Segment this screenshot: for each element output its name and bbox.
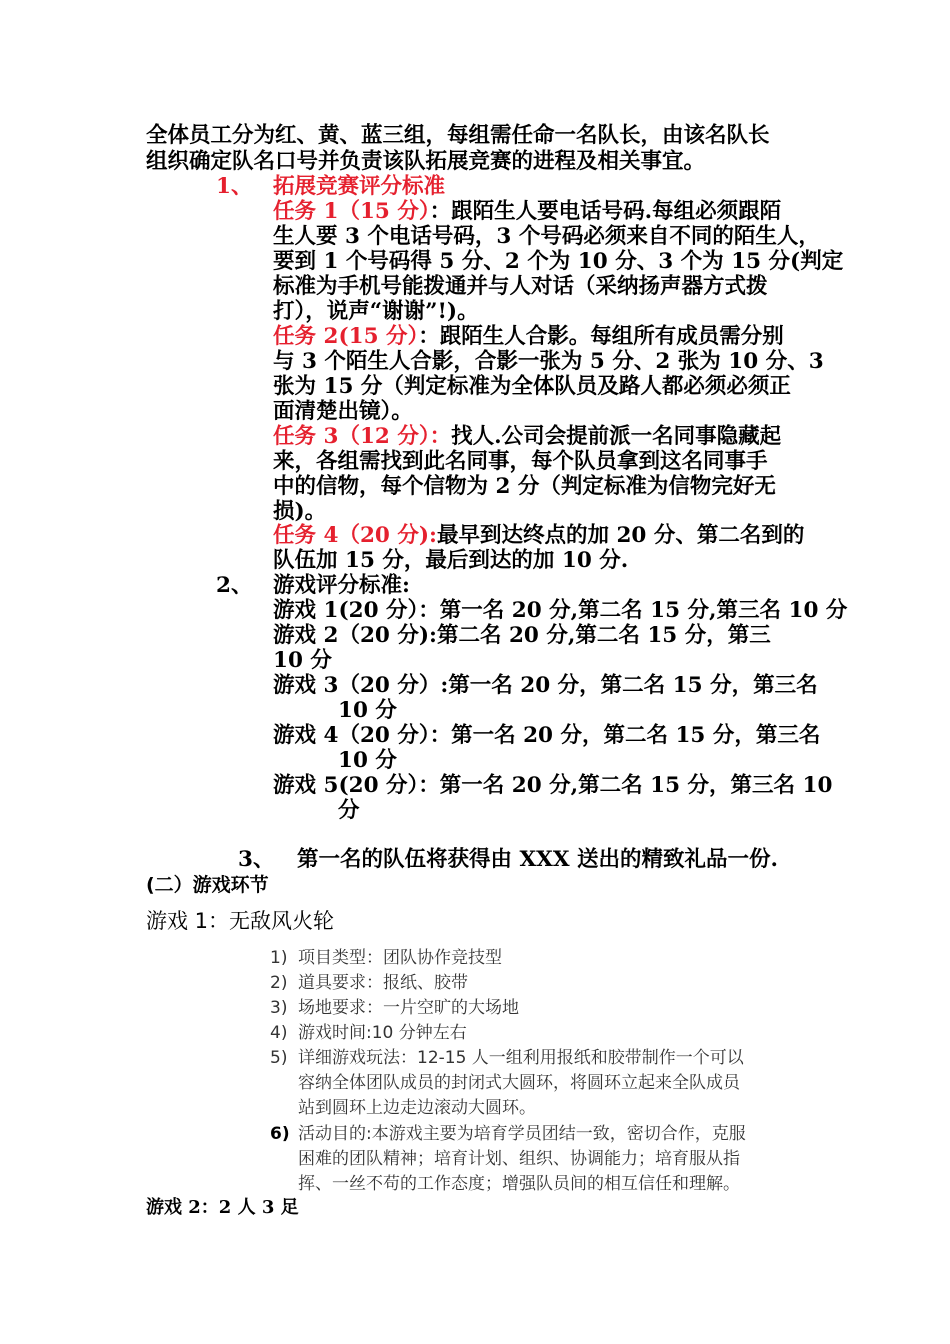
task-2-line-2: 与 3 个陌生人合影，合影一张为 5 分、2 张为 10 分、3 — [273, 349, 824, 374]
section-2-number: 2、 — [216, 573, 253, 598]
game-score-5: 游戏 5(20 分）：第一名 20 分,第二名 15 分，第三名 10 — [273, 773, 833, 798]
task-1-label: 任务 1（15 分） — [273, 199, 430, 224]
task-4-label: 任务 4（20 分): — [273, 523, 437, 548]
item-number: 5) — [270, 1048, 288, 1068]
game-1-item-3 — [270, 996, 519, 1020]
item-text: 道具要求：报纸、胶带 — [298, 973, 468, 993]
section-3-text: 第一名的队伍将获得由 XXX 送出的精致礼品一份. — [297, 847, 779, 872]
game-1-heading: 游戏 1：无敌风火轮 — [146, 909, 335, 933]
section-2-title: 游戏评分标准: — [273, 573, 410, 598]
intro-line-1: 全体员工分为红、黄、蓝三组，每组需任命一名队长，由该名队长 — [146, 123, 770, 148]
task-4-line-1 — [273, 524, 804, 548]
task-2-line-1 — [273, 325, 784, 349]
item-number: 2) — [270, 973, 288, 993]
task-2-text: ：跟陌生人合影。每组所有成员需分别 — [418, 324, 784, 349]
task-1-line-3: 要到 1 个号码得 5 分、2 个为 10 分、3 个为 15 分(判定 — [273, 249, 844, 274]
task-1-line-1 — [273, 200, 781, 224]
task-1-text: ：跟陌生人要电话号码.每组必须跟陌 — [429, 199, 782, 224]
game-1-item-1 — [270, 946, 502, 970]
task-4-text: 最早到达终点的加 20 分、第二名到的 — [436, 523, 805, 548]
task-2-line-3: 张为 15 分（判定标准为全体队员及路人都必须必须正 — [273, 374, 791, 399]
task-3-line-3: 中的信物，每个信物为 2 分（判定标准为信物完好无 — [273, 474, 776, 499]
game-1-item-5-line-2: 容纳全体团队成员的封闭式大圆环，将圆环立起来全队成员 — [298, 1073, 740, 1093]
game-2-heading: 游戏 2：2 人 3 足 — [146, 1197, 299, 1218]
item-text: 活动目的:本游戏主要为培育学员团结一致，密切合作，克服 — [298, 1124, 746, 1144]
section-1-number: 1、 — [216, 174, 253, 199]
task-4-line-2: 队伍加 15 分，最后到达的加 10 分. — [273, 548, 629, 573]
task-1-line-4: 标准为手机号能拨通并与人对话（采纳扬声器方式拨 — [273, 274, 768, 299]
item-text: 场地要求：一片空旷的大场地 — [298, 998, 519, 1018]
section-1-title: 拓展竞赛评分标准 — [273, 174, 446, 199]
game-1-item-5 — [270, 1046, 744, 1070]
task-3-line-2: 来，各组需找到此名同事，每个队员拿到这名同事手 — [273, 449, 768, 474]
item-number: 1) — [270, 948, 288, 968]
game-1-item-6 — [270, 1122, 746, 1146]
game-1-item-6-line-3: 挥、一丝不苟的工作态度；增强队员间的相互信任和理解。 — [298, 1174, 740, 1194]
item-number: 6) — [270, 1124, 290, 1144]
game-score-4-cont: 10 分 — [338, 748, 397, 773]
section-3-number: 3、 — [238, 847, 275, 872]
part-2-heading: (二）游戏环节 — [146, 874, 269, 896]
task-1-line-5: 打），说声“谢谢”!)。 — [273, 299, 479, 324]
game-score-2: 游戏 2（20 分):第二名 20 分,第二名 15 分，第三 — [273, 623, 771, 648]
game-score-3: 游戏 3（20 分）:第一名 20 分，第二名 15 分，第三名 — [273, 673, 818, 698]
game-score-2-cont: 10 分 — [273, 648, 332, 673]
item-number: 3) — [270, 998, 288, 1018]
game-score-3-cont: 10 分 — [338, 698, 397, 723]
item-number: 4) — [270, 1023, 288, 1043]
item-text: 游戏时间:10 分钟左右 — [298, 1023, 467, 1043]
item-text: 详细游戏玩法：12-15 人一组利用报纸和胶带制作一个可以 — [298, 1048, 744, 1068]
task-3-line-1 — [273, 425, 781, 449]
task-2-label: 任务 2(15 分） — [273, 324, 419, 349]
item-text: 项目类型：团队协作竞技型 — [298, 948, 502, 968]
game-1-item-5-line-3: 站到圆环上边走边滚动大圆环。 — [298, 1098, 536, 1118]
game-1-item-2 — [270, 971, 468, 995]
game-1-item-4 — [270, 1021, 467, 1045]
game-1-item-6-line-2: 困难的团队精神；培育计划、组织、协调能力；培育服从指 — [298, 1149, 740, 1169]
task-2-line-4: 面清楚出镜）。 — [273, 399, 413, 424]
game-score-5-cont: 分 — [338, 798, 360, 823]
task-3-line-4: 损)。 — [273, 499, 327, 524]
game-score-1: 游戏 1(20 分）：第一名 20 分,第二名 15 分,第三名 10 分 — [273, 598, 848, 623]
task-3-label: 任务 3（12 分）： — [273, 424, 452, 449]
task-3-text: 找人.公司会提前派一名同事隐藏起 — [451, 424, 782, 449]
intro-line-2: 组织确定队名口号并负责该队拓展竞赛的进程及相关事宜。 — [146, 149, 706, 174]
game-score-4: 游戏 4（20 分）：第一名 20 分，第二名 15 分，第三名 — [273, 723, 821, 748]
task-1-line-2: 生人要 3 个电话号码，3 个号码必须来自不同的陌生人， — [273, 224, 820, 249]
